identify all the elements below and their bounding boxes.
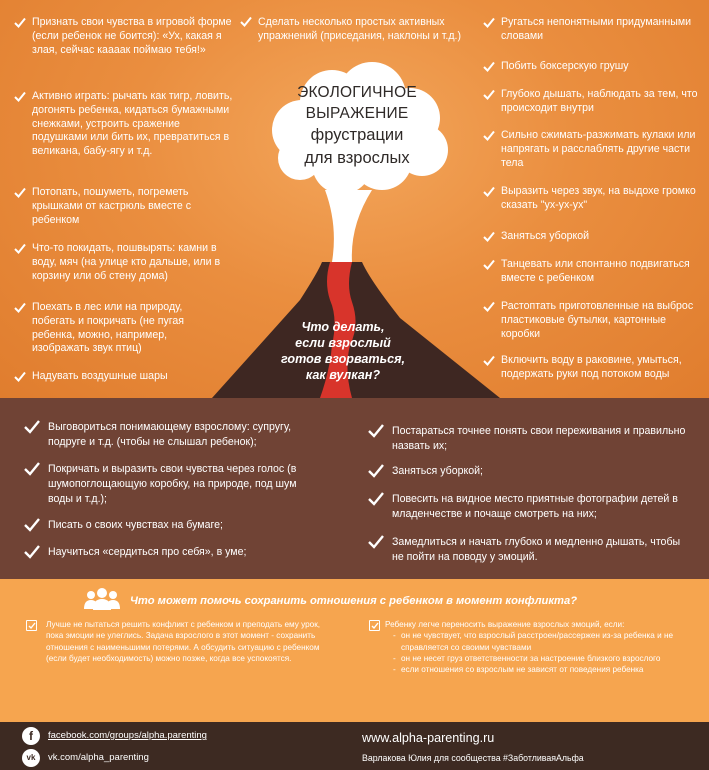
facebook-icon[interactable]: f [22,727,40,745]
check-icon [483,88,501,102]
check-icon [22,420,48,450]
list-item: Ругаться непонятными придуманными словами [483,16,703,44]
help-right-intro: Ребенку легче переносить выражение взрослых эмоций, если: [385,620,625,629]
facebook-link[interactable]: facebook.com/groups/alpha.parenting [48,730,207,741]
list-item: Потопать, пошуметь, погреметь крышками от кастрюль вместе с ребенком [14,186,224,227]
volcano-question-line2: если взрослый [295,336,391,350]
list-item: Покричать и выразить свои чувства через голос (в шумопоглощающую коробку, на природе, под шум воды и т.д.); [22,462,322,506]
check-icon [14,186,32,200]
help-section [0,579,709,722]
check-icon [14,16,32,30]
list-item: Замедлиться и начать глубоко и медленно дышать, чтобы не пойти на поводу у эмоций. [366,535,686,565]
tips-brown-section [0,398,709,579]
check-icon [483,129,501,143]
people-icon [82,587,122,611]
check-icon [14,90,32,104]
list-item: Поехать в лес или на природу, побегать и покричать (не пугая ребенка, можно, например, изображать звук птиц) [14,301,224,356]
list-item: - он не несет груз ответственности за настроение близкого взрослого [393,653,661,663]
cloud-title-line2: ВЫРАЖЕНИЕ [305,105,409,122]
check-icon [483,60,501,74]
list-item: Глубоко дышать, наблюдать за тем, что происходит внутри [483,88,703,116]
list-item: Побить боксерскую грушу [483,60,703,74]
check-icon [483,230,501,244]
checkbox-icon [26,620,37,631]
check-icon [483,258,501,272]
help-left-text [26,619,326,664]
list-item: Заняться уборкой; [366,464,686,479]
volcano-question-line3: готов взорваться, [280,352,406,366]
check-icon [366,535,392,565]
help-right-text [369,619,689,675]
list-item: - если отношения со взрослым не зависят от поведения ребенка [393,665,644,675]
list-item: - он не чувствует, что взрослый расстроен/рассержен из-за ребенка и не справляется со своими чувствами [393,631,674,652]
help-left-body: Лучше не пытаться решить конфликт с ребенком и преподать ему урок, пока эмоции не улеглись. Задача взрослого в этот момент - сохранить отношения с наименьшими потерями. А обсудить ситуацию с ребенком (если будет необходимость) можно позже, когда все успокоятся. [46,620,321,663]
list-item: Активно играть: рычать как тигр, ловить, догонять ребенка, кидаться бумажными снежками, устроить сражение подушками или бить их, превратиться в великана, бабу-ягу и т.д. [14,90,238,159]
list-item: Писать о своих чувствах на бумаге; [22,518,322,533]
list-item: Научиться «сердиться про себя», в уме; [22,545,322,560]
website-link[interactable]: www.alpha-parenting.ru [362,731,495,745]
volcano-question-line1: Что делать, [301,320,385,334]
cloud-title-line1: ЭКОЛОГИЧНОЕ [297,84,417,101]
list-item: Постараться точнее понять свои переживания и правильно назвать их; [366,424,686,454]
list-item: Выговориться понимающему взрослому: супругу, подруге и т.д. (чтобы не слышал ребенок); [22,420,322,450]
list-item: Танцевать или спонтанно подвигаться вместе с ребенком [483,258,703,286]
check-icon [483,354,501,368]
cloud-title [262,82,452,170]
list-item: Признать свои чувства в игровой форме (если ребенок не боится): «Ух, какая я злая, сейчас кааaак поймаю тебя!» [14,16,238,57]
list-item: Сильно сжимать-разжимать кулаки или напрягать и расслаблять другие части тела [483,129,703,170]
list-item: Включить воду в раковине, умыться, подержать руки под потоком воды [483,354,703,382]
check-icon [483,16,501,30]
help-title: Что может помочь сохранить отношения с ребенком в момент конфликта? [130,595,578,607]
check-icon [483,300,501,314]
check-icon [366,464,392,479]
list-item: Надувать воздушные шары [14,370,224,384]
cloud-title-line3: фрустрации [310,126,404,144]
check-icon [14,242,32,256]
volcano-question-line4: как вулкан? [305,368,381,382]
vk-link[interactable]: vk.com/alpha_parenting [48,752,149,763]
check-icon [483,185,501,199]
list-item: Заняться уборкой [483,230,703,244]
check-icon [22,545,48,560]
check-icon [240,16,258,44]
check-icon [22,518,48,533]
list-item: Что-то покидать, пошвырять: камни в воду, мяч (на улице кто дальше, или в корзину или об стену дома) [14,242,232,283]
footer [0,722,709,770]
list-item: Растоптать приготовленные на выброс пластиковые бутылки, картонные коробки [483,300,703,341]
cloud-title-line4: для взрослых [304,149,410,167]
checkbox-icon [369,620,380,631]
list-item: Повесить на видное место приятные фотографии детей в младенчестве и почаще смотреть на них; [366,492,686,522]
check-icon [366,424,392,454]
check-icon [14,301,32,315]
check-icon [366,492,392,522]
check-icon [14,370,32,384]
volcano-question [268,319,418,383]
middle-tip: Сделать несколько простых активных упражнений (приседания, наклоны и т.д.) [240,16,475,44]
check-icon [22,462,48,506]
list-item: Выразить через звук, на выдохе громко сказать "ух-ух-ух" [483,185,703,213]
credit-text: Варлакова Юлия для сообщества #ЗаботливаяАльфа [362,753,584,763]
vk-icon[interactable]: vk [22,749,40,767]
